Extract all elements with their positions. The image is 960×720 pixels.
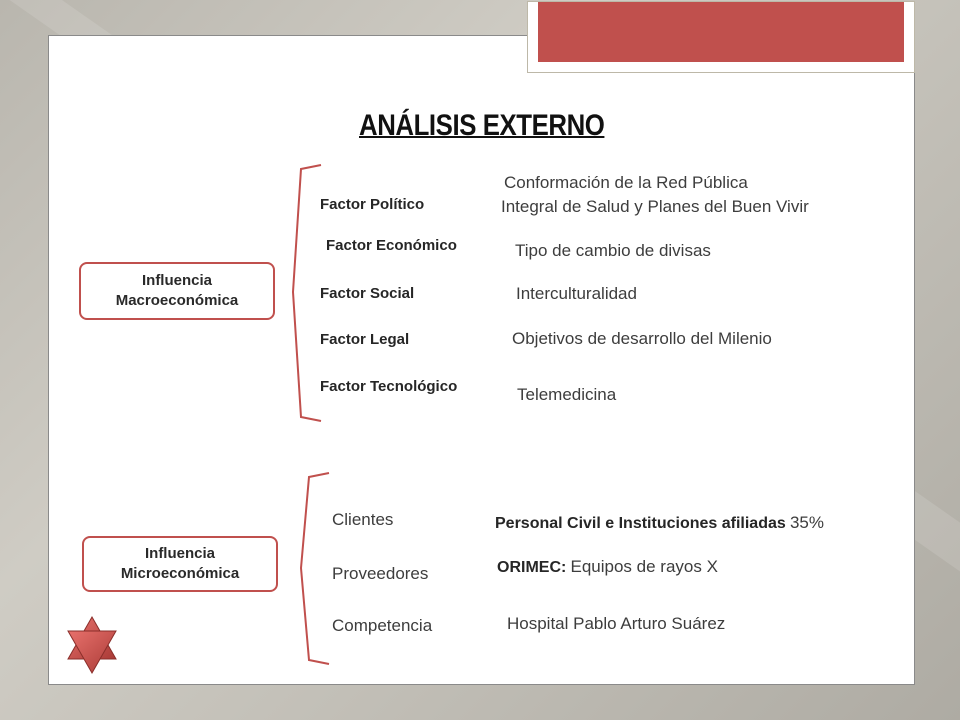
- macro-influence-box: [79, 262, 275, 320]
- micro-value-clientes-bold: Personal Civil e Instituciones afiliadas: [495, 515, 786, 532]
- factor-economico: Factor Económico: [326, 237, 457, 254]
- micro-value-clientes-pct: 35%: [789, 513, 824, 532]
- value-politico-line2: Integral de Salud y Planes del Buen Vivir: [501, 197, 809, 216]
- factor-tecnologico: Factor Tecnológico: [320, 378, 458, 395]
- accent-bar-frame: [527, 1, 915, 73]
- micro-item-clientes: Clientes: [332, 510, 394, 529]
- macro-label-line1: Influencia: [141, 272, 212, 289]
- page-title: ANÁLISIS EXTERNO: [359, 109, 605, 142]
- micro-item-competencia: Competencia: [332, 616, 433, 635]
- micro-item-proveedores: Proveedores: [332, 564, 429, 583]
- value-legal: Objetivos de desarrollo del Milenio: [512, 329, 772, 348]
- micro-value-competencia: Hospital Pablo Arturo Suárez: [507, 614, 726, 633]
- macro-label-line2: Macroeconómica: [115, 292, 239, 309]
- value-tecnologico: Telemedicina: [517, 385, 617, 404]
- value-politico-line1: Conformación de la Red Pública: [504, 173, 748, 192]
- accent-bar: [538, 2, 904, 62]
- value-social: Interculturalidad: [516, 284, 637, 303]
- star-of-david-icon: [62, 615, 122, 675]
- micro-label-line1: Influencia: [144, 545, 215, 562]
- micro-label-line2: Microeconómica: [120, 565, 240, 582]
- micro-value-proveedores-text: Equipos de rayos X: [570, 557, 718, 576]
- micro-value-proveedores-bold: ORIMEC:: [497, 559, 567, 576]
- factor-politico: Factor Político: [320, 196, 425, 213]
- factor-social: Factor Social: [320, 285, 415, 302]
- value-economico: Tipo de cambio de divisas: [515, 241, 711, 260]
- micro-value-clientes: [495, 513, 824, 533]
- factor-legal: Factor Legal: [320, 331, 410, 348]
- micro-value-proveedores: [497, 557, 718, 577]
- micro-bracket: [297, 472, 337, 668]
- micro-influence-box: [82, 536, 278, 592]
- slide-canvas: [48, 35, 915, 685]
